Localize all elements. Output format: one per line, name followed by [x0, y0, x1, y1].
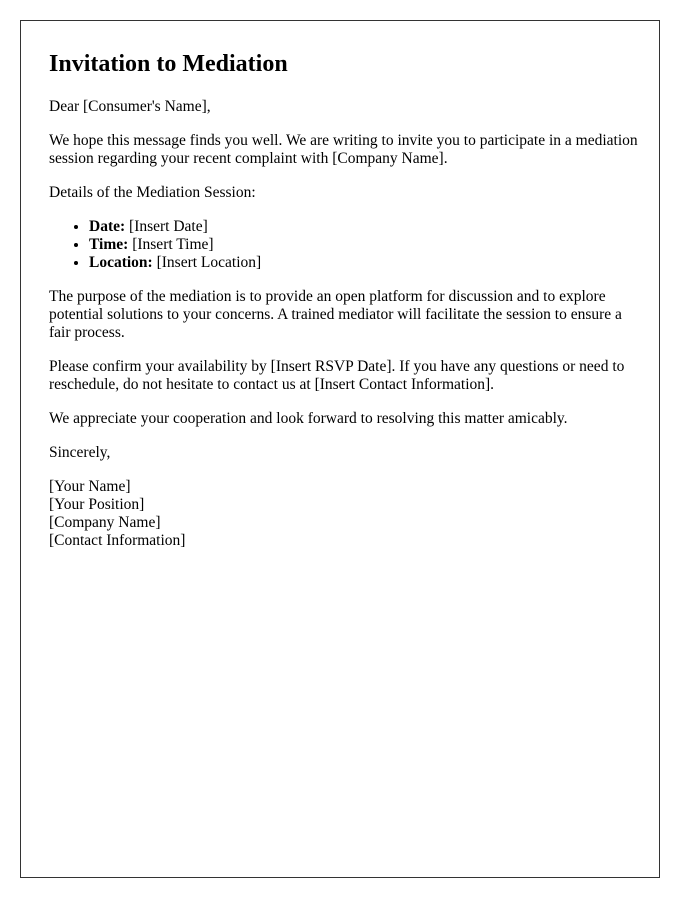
details-heading: Details of the Mediation Session: — [49, 184, 256, 201]
confirm-paragraph: Please confirm your availability by [Insert RSVP Date]. If you have any questions or need to reschedule, do not hesitate to contact us at [Insert Contact Information]. — [49, 358, 625, 393]
detail-date-label: Date: — [89, 218, 126, 235]
salutation: Dear [Consumer's Name], — [49, 98, 211, 115]
detail-date-value: [Insert Date] — [125, 218, 208, 235]
detail-location-label: Location: — [89, 254, 153, 271]
detail-location — [89, 254, 639, 272]
signature-contact: [Contact Information] — [49, 532, 186, 549]
letter-title: Invitation to Mediation — [49, 51, 288, 77]
detail-time-label: Time: — [89, 236, 129, 253]
detail-location-value: [Insert Location] — [152, 254, 262, 271]
letter-page — [20, 20, 660, 878]
signature-position: [Your Position] — [49, 496, 145, 513]
details-list — [49, 218, 639, 272]
detail-time-value: [Insert Time] — [128, 236, 214, 253]
signature-block — [49, 478, 639, 550]
letter-content — [49, 49, 639, 566]
detail-date — [89, 218, 639, 236]
intro-paragraph: We hope this message finds you well. We are writing to invite you to participate in a mediation session regarding your recent complaint with [Company Name]. — [49, 132, 638, 167]
purpose-paragraph: The purpose of the mediation is to provide an open platform for discussion and to explore potential solutions to your concerns. A trained mediator will facilitate the session to ensure a fair process. — [49, 288, 622, 341]
appreciation-paragraph: We appreciate your cooperation and look forward to resolving this matter amicably. — [49, 410, 568, 427]
signature-name: [Your Name] — [49, 478, 131, 495]
closing: Sincerely, — [49, 444, 111, 461]
detail-time — [89, 236, 639, 254]
signature-company: [Company Name] — [49, 514, 161, 531]
